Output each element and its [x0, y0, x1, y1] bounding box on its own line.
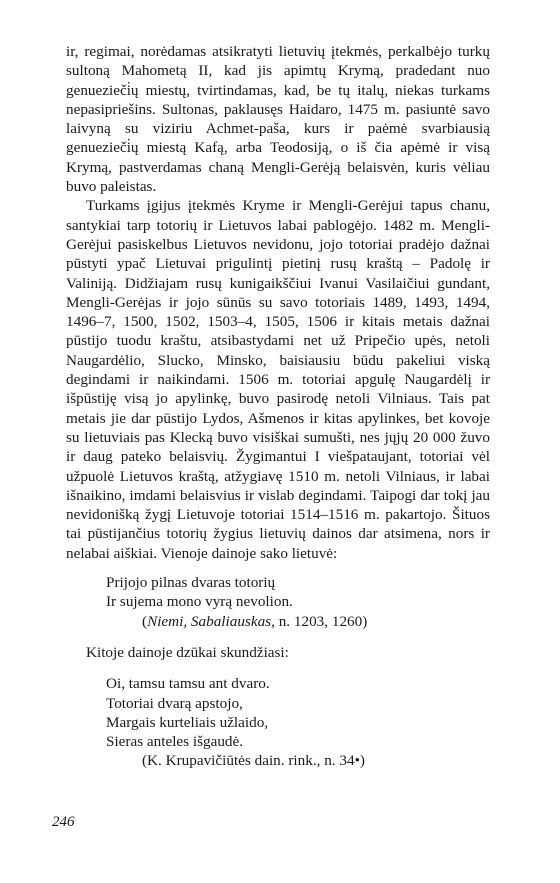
poem-1 — [66, 573, 490, 631]
poem-2-line: Oi, tamsu tamsu ant dvaro. — [106, 675, 270, 693]
poem-2-line: Totoriai dvarą apstojo, — [106, 694, 243, 712]
paragraph-1: ir, regimai, norėdamas atsikratyti lietuvių įtekmės, perkalbėjo turkų sultoną Mahometą II, kad jis apimtų Krymą, pradedant nuo genuezieči̇ų miestų, tvirtindamas, kad, be tų italų, niekas turkams nepasipriešins. Sultonas, paklausęs Haidaro, 1475 m. pasiuntė savo laivyną su viziriu Achmet-paša, kurs ir paėmė svarbiausią genuezieči̇ų miestą Kafą, arba Teodosiją, o iš čia apėmė ir visą Krymą, pastverdamas chaną Mengli-Gerėją belaisvėn, kuris vėliau buvo paleistas. — [66, 43, 490, 196]
poem-1-citation: (Niemi, Sabaliauskas, n. 1203, 1260) — [142, 612, 368, 630]
poem-1-line: Prijojo pilnas dvaras totorių — [106, 574, 276, 592]
paragraph-2: Turkams įgijus įtekmės Kryme ir Mengli-Gerėjui tapus chanu, santykiai tarp totorių ir Lietuvos labai pablogėjo. 1482 m. Mengli-Gerėjui pasiskelbus Lietuvos nevidonu, jojo totoriai pradėjo dažnai pūstyti ypač Lietuvai prigulintį pietinį rusų kraštą – Padolę ir Valiniją. Didžiajam rusų kunigaikščiui Ivanui Vasilaičiui gundant, Mengli-Gerėjas ir jojo sūnūs su savo totoriais 1489, 1493, 1494, 1496–7, 1500, 1502, 1503–4, 1505, 1506 ir kitais metais dažnai pūstijo tuodu kraštu, atsibastydami net už Pripečio upės, netoli Naugardėlio, Slucko, Minsko, baisiausiu būdu pakeliui viską degindami ir naikindami. 1506 m. totoriai apgulę Naugardėlį ir išpūstiję visą jo apylinkę, buvo pasirodę netoli Vilniaus. Tais pat metais jie dar pūstijo Lydos, Ašmenos ir kitas apylinkes, bet kovoje su lietuviais pas Klecką buvo visiškai sumušti, nes jųjų 20 000 žuvo ir daug pateko belaisvių. Žygimantui I viešpataujant, totoriai vėl užpuolė Lietuvos kraštą, atžygiavę 1510 m. netoli Vilniaus, ir labai išnaikino, imdami belaisvius ir vislab degindami. Taipogi dar tokį jau nevidonišką žygį Lietuvoje totoriai 1514–1516 m. pakartojo. Šituos tai pūstijančius totorių žygius lietuvių dainos dar atsimena, nors ir nelabai aiškiai. Vienoje dainoje sako lietuvė: — [66, 197, 490, 562]
page-number: 246 — [52, 814, 75, 830]
poem-2-line: Sieras anteles išgaudė. — [106, 733, 244, 751]
poem-1-line: Ir sujema mono vyrą nevolion. — [106, 593, 293, 611]
paragraph-3: Kitoje dainoje dzūkai skundžiasi: — [86, 643, 289, 661]
poem-2-citation: (K. Krupavičiūtės dain. rink., n. 34•) — [142, 752, 365, 770]
poem-2-line: Margais kurteliais užlaido, — [106, 713, 269, 731]
page-body — [66, 42, 490, 771]
poem-2 — [66, 674, 490, 770]
